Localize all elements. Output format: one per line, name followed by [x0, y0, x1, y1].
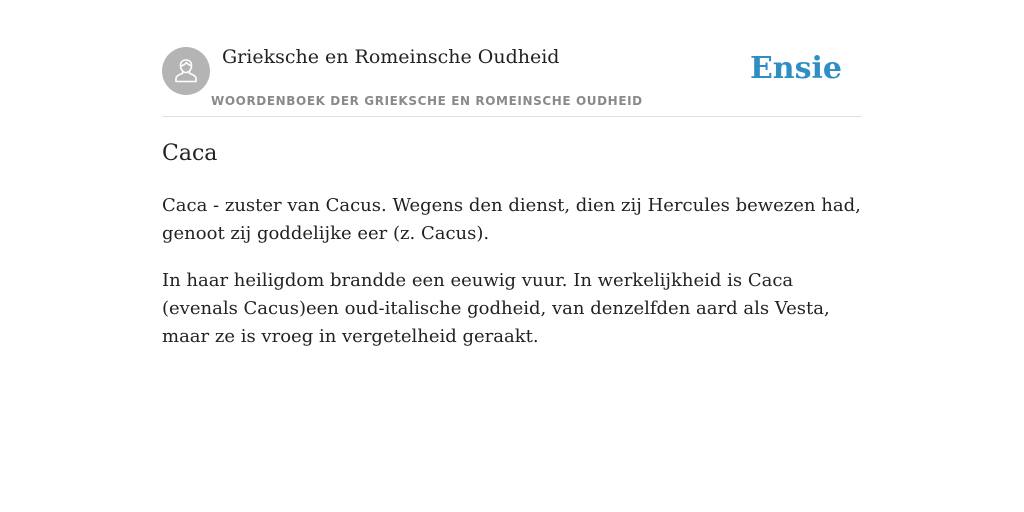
entry-paragraph: Caca - zuster van Cacus. Wegens den dienst, dien zij Hercules bewezen had, genoot zij goddelijke eer (z. Cacus). [162, 195, 861, 244]
entry-paragraph: In haar heiligdom brandde een eeuwig vuur. In werkelijkheid is Caca (evenals Cacus)een oud-italische godheid, van denzelfden aard als Vesta, maar ze is vroeg in vergetelheid geraakt. [162, 270, 830, 347]
source-avatar[interactable] [162, 47, 210, 95]
ensie-logo[interactable]: Ensie [749, 51, 842, 86]
user-icon [171, 56, 201, 86]
entry-body [162, 192, 867, 370]
page-container [162, 0, 862, 347]
source-header [162, 0, 862, 117]
source-title[interactable]: Grieksche en Romeinsche Oudheid [222, 46, 560, 68]
source-subtitle: WOORDENBOEK DER GRIEKSCHE EN ROMEINSCHE OUDHEID [211, 94, 643, 108]
entry-title: Caca [162, 141, 218, 166]
